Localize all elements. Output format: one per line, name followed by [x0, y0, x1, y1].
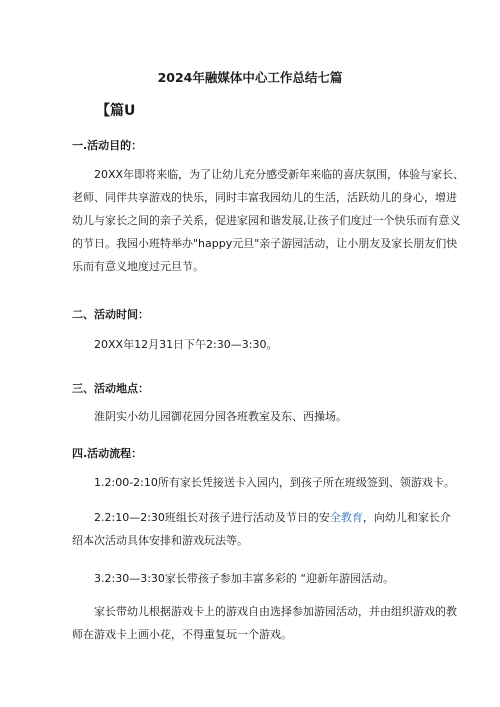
heading-purpose: 一.活动目的：: [72, 139, 143, 152]
paragraph-game-rules: [72, 600, 457, 646]
paragraph-purpose: [72, 163, 465, 278]
heading-process: 四.活动流程：: [72, 447, 143, 460]
paragraph-line: 的节日。我园小班特举办"happy元旦"亲子游园活动，让小朋友及家长朋友们快: [72, 237, 458, 250]
step-2-text: 2.2:10—2:30班组长对孩子进行活动及节日的安: [94, 511, 330, 524]
heading-location: 三、活动地点：: [72, 382, 149, 395]
paragraph-line: 家长带幼儿根据游戏卡上的游戏自由选择参加游园活动，并由组织游戏的教: [94, 605, 457, 618]
paragraph-time: [72, 333, 428, 356]
document-title: 2024年融媒体中心工作总结七篇: [157, 70, 343, 85]
paragraph-line: 3.2:30—3:30家长带孩子参加丰富多彩的 “迎新年游园活动。: [94, 572, 395, 585]
paragraph-line: 20XX年12月31日下午2:30—3:30。: [94, 338, 278, 351]
paragraph-line: 淮阴实小幼儿园御花园分园各班教室及东、西操场。: [94, 410, 347, 423]
section-tag: 【篇U: [96, 103, 136, 119]
paragraph-line: [72, 506, 451, 529]
paragraph-line: 20XX年即将来临，为了让幼儿充分感受新年来临的喜庆氛围，体验与家长、: [94, 168, 465, 181]
paragraph-line: 绍本次活动具体安排和游戏玩法等。: [72, 534, 248, 547]
paragraph-location: [72, 405, 428, 428]
paragraph-step-3: [72, 567, 428, 590]
paragraph-line: 1.2:00-2:10所有家长凭接送卡入园内，到孩子所在班级签到、领游戏卡。: [94, 476, 455, 489]
paragraph-step-2: [72, 506, 451, 552]
paragraph-step-1: [72, 471, 455, 494]
paragraph-line: 乐而有意义地度过元旦节。: [72, 260, 204, 273]
step-2-text-end: ，向幼儿和家长介: [362, 511, 451, 524]
paragraph-line: 幼儿与家长之间的亲子关系，促进家园和谐发展,让孩子们度过一个快乐而有意义: [72, 214, 461, 227]
paragraph-line: 师在游戏卡上画小花，不得重复玩一个游戏。: [72, 628, 292, 641]
safety-education-link[interactable]: 全教育: [329, 511, 363, 524]
paragraph-line: 老师、同伴共享游戏的快乐，同时丰富我园幼儿的生活，活跃幼儿的身心，增进: [72, 191, 457, 204]
heading-time: 二、活动时间：: [72, 308, 149, 321]
